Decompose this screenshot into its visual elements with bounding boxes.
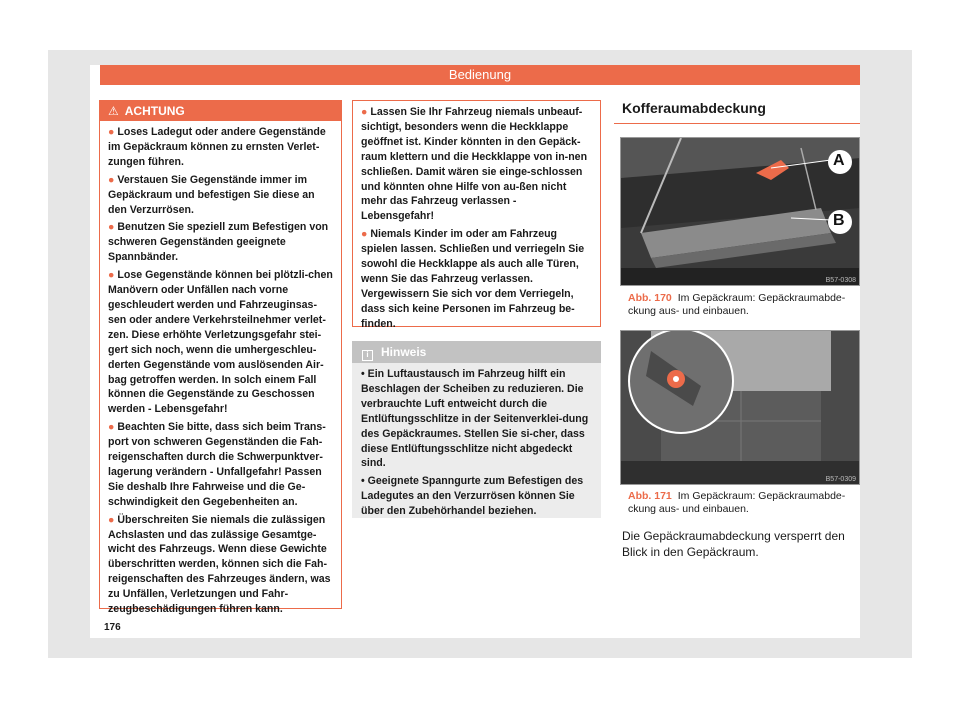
figure-code: B57-0309 — [825, 476, 856, 483]
warning-body — [100, 121, 341, 617]
bullet-icon: ● — [108, 221, 115, 234]
bullet-icon: ● — [108, 513, 115, 526]
bullet-icon: ● — [108, 269, 115, 282]
hint-body — [352, 363, 601, 526]
warning-item: ● Verstauen Sie Gegenstände immer im Gepäckraum und befestigen Sie diese an den Verzurrösen. — [108, 173, 315, 216]
warning-header — [100, 101, 341, 121]
figure-170 — [620, 137, 860, 286]
bullet-icon: ● — [108, 421, 115, 434]
bullet-icon: ● — [361, 228, 368, 241]
chapter-header: Bedienung — [100, 65, 860, 85]
trunk-interior-illustration — [621, 331, 860, 485]
section-title: Kofferaumabdeckung — [622, 100, 766, 116]
figure-number: Abb. 171 — [628, 490, 672, 502]
figure-171 — [620, 330, 860, 485]
hint-title: Hinweis — [381, 345, 427, 359]
section-divider — [614, 123, 860, 124]
warning-triangle-icon: ⚠ — [108, 104, 119, 118]
warning-body — [353, 101, 600, 332]
figure-code: B57-0308 — [825, 277, 856, 284]
warning-title: ACHTUNG — [124, 104, 185, 118]
info-icon: i — [362, 350, 373, 361]
figure-label-a: A — [833, 152, 845, 169]
figure-caption: Abb. 171 Im Gepäckraum: Gepäckraumabde-ckung aus- und einbauen. — [628, 490, 846, 515]
figure-number: Abb. 170 — [628, 292, 672, 304]
hint-item: • Ein Luftaustausch im Fahrzeug hilft ein Beschlagen der Scheiben zu reduzieren. Die verbrauchte Luft entweicht durch die Entlüftungsschlitze in der Seitenverklei-dung des Gepäckraumes. Stellen Sie si-cher, dass diese Entlüftungsschlitze nicht abgedeckt sind. — [361, 368, 589, 470]
warning-item: ● Beachten Sie bitte, dass sich beim Trans-port von schweren Gegenständen die Fah-reigenschaften durch die Schwerpunktver-lagerung verändern - Unfallgefahr! Passen Sie deshalb Ihre Fahrweise und die Ge-schwindigkeit den Gegebenheiten an. — [108, 421, 326, 508]
warning-item: ● Loses Ladegut oder andere Gegenstände im Gepäckraum können zu ernsten Verlet-zungen führen. — [108, 126, 326, 168]
figure-caption: Abb. 170 Im Gepäckraum: Gepäckraumabde-ckung aus- und einbauen. — [628, 292, 846, 317]
warning-item: ● Benutzen Sie speziell zum Befestigen von schweren Gegenständen geeignete Spannbänder. — [108, 221, 329, 264]
warning-item: ● Lassen Sie Ihr Fahrzeug niemals unbeauf-sichtigt, besonders wenn die Heckklappe geöffnet ist. Kinder könnten in den Gepäck-raum klettern und die Heckklappe von in-nen schließen. Damit wären sie einge-schlossen und könnten ohne Hilfe von au-ßen nicht mehr das Fahrzeug verlassen - Lebensgefahr! — [361, 106, 588, 223]
warning-box-left — [99, 100, 342, 616]
body-paragraph: Die Gepäckraumabdeckung versperrt den Blick in den Gepäckraum. — [622, 529, 845, 559]
figure-label-b: B — [833, 212, 845, 229]
hint-box — [352, 341, 601, 518]
page-number: 176 — [104, 622, 121, 633]
bullet-icon: ● — [108, 126, 115, 138]
warning-item: ● Überschreiten Sie niemals die zulässigen Achslasten und das zulässige Gesamtge-wicht des Fahrzeugs. Wenn diese Gewichte überschritten werden, können sich die Fah-reigenschaften des Fahrzeuges ändern, was zu Unfällen, Verletzungen und Fahr-zeugbeschädigungen führen kann. — [108, 513, 331, 616]
hint-header — [352, 341, 601, 363]
warning-item: ● Niemals Kinder im oder am Fahrzeug spielen lassen. Schließen und verriegeln Sie sowohl die Heckklappe als auch alle Türen, wenn Sie das Fahrzeug verlassen. Vergewissern Sie sich vor dem Verriegeln, dass sich keine Personen im Fahrzeug be-finden. — [361, 228, 585, 330]
hint-item: • Geeignete Spanngurte zum Befestigen des Ladegutes an den Verzurrösen können Sie über den Zubehörhandel beziehen. — [361, 475, 584, 518]
trunk-cover-illustration — [621, 138, 860, 286]
bullet-icon: ● — [108, 173, 115, 186]
warning-item: ● Lose Gegenstände können bei plötzli-chen Manövern oder Unfällen nach vorne geschleudert werden und Fahrzeuginsas-sen oder andere Verkehrsteilnehmer verlet-zen. Diese erhöhte Verletzungsgefahr stei-gert sich noch, wenn die umhergeschleu-derten Gegenstände vom auslösenden Air-bag getroffen werden. In solch einem Fall können die Gegenstände zu Geschossen werden - Lebensgefahr! — [108, 269, 333, 416]
bullet-icon: ● — [361, 106, 368, 118]
warning-box-middle — [352, 100, 601, 330]
